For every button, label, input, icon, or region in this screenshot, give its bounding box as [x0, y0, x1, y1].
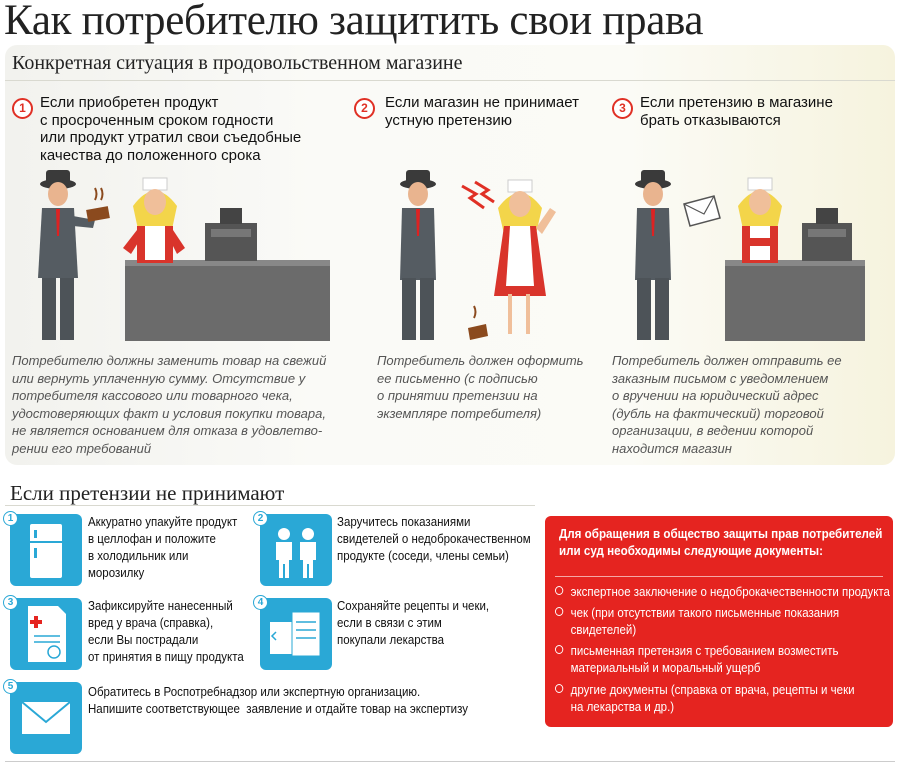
scene-expired-product-illustration: [15, 168, 335, 348]
case-number-3: 3: [612, 98, 633, 119]
tip-text-1: Аккуратно упакуйте продукт в целлофан и положите в холодильник или морозилку: [88, 515, 238, 580]
required-documents-box: [545, 516, 893, 727]
tip-text-3: Зафиксируйте нанесенный вред у врача (справка), если Вы пострадали от принятия в пищу продукта: [88, 599, 244, 664]
panel-subtitle: Конкретная ситуация в продовольственном магазине: [12, 52, 463, 74]
bullet-icon: [555, 586, 563, 595]
tip-number-3: 3: [3, 595, 18, 610]
witnesses-icon: [260, 514, 332, 586]
case-text-3: Если претензию в магазине брать отказываются: [640, 94, 833, 129]
tip-number-2: 2: [253, 511, 268, 526]
tip-text-2: Заручитесь показаниями свидетелей о недоброкачественном продукте (соседи, члены семьи): [337, 515, 531, 563]
divider: [5, 761, 895, 762]
scene-oral-claim-illustration: [380, 168, 580, 348]
case-number-1: 1: [12, 98, 33, 119]
document-item: чек (при отсутствии такого письменные показания свидетелей): [555, 605, 839, 639]
fridge-icon: [10, 514, 82, 586]
case-text-1: Если приобретен продукт с просроченным сроком годности или продукт утратил свои съедобные качества до положенного срока: [40, 94, 302, 164]
divider: [555, 576, 883, 577]
bullet-icon: [555, 645, 563, 654]
bullet-icon: [555, 607, 563, 616]
document-item: письменная претензия с требованием возместить материальный и моральный ущерб: [555, 643, 839, 677]
section-title: Если претензии не принимают: [10, 481, 285, 505]
case-number-2: 2: [354, 98, 375, 119]
case-text-2: Если магазин не принимает устную претензию: [385, 94, 579, 129]
divider: [5, 80, 895, 81]
tip-text-5: Обратитесь в Роспотребнадзор или экспертную организацию. Напишите соответствующее заявление и отдайте товар на экспертизу: [88, 685, 469, 716]
tip-number-1: 1: [3, 511, 18, 526]
case-caption-2: Потребитель должен оформить ее письменно (с подписью о принятии претензии на экземпляре потребителя): [377, 353, 584, 421]
tip-number-4: 4: [253, 595, 268, 610]
case-caption-1: Потребителю должны заменить товар на свежий или вернуть уплаченную сумму. Отсутствие у потребителя кассового или товарного чека, удостоверяющих факт и условия покупки товара, не является основанием для отказа в удовлетво- рении его требований: [12, 353, 327, 456]
documents-heading: Для обращения в общество защиты прав потребителей или суд необходимы следующие документы:: [559, 527, 883, 558]
scene-refused-claim-illustration: [610, 168, 870, 348]
medical-certificate-icon: [10, 598, 82, 670]
document-item: другие документы (справка от врача, рецепты и чеки на лекарства и др.): [555, 682, 855, 716]
tip-text-4: Сохраняйте рецепты и чеки, если в связи с этим покупали лекарства: [337, 599, 490, 647]
document-item: экспертное заключение о недоброкачественности продукта: [555, 584, 890, 601]
page-title: Как потребителю защитить свои права: [4, 0, 704, 44]
receipts-icon: [260, 598, 332, 670]
bullet-icon: [555, 684, 563, 693]
envelope-icon: [10, 682, 82, 754]
tip-number-5: 5: [3, 679, 18, 694]
case-caption-3: Потребитель должен отправить ее заказным письмом с уведомлением о вручении на юридический адрес (дубль на фактический) торговой организации, в ведении которой находится магазин: [612, 353, 842, 456]
divider: [5, 505, 535, 506]
